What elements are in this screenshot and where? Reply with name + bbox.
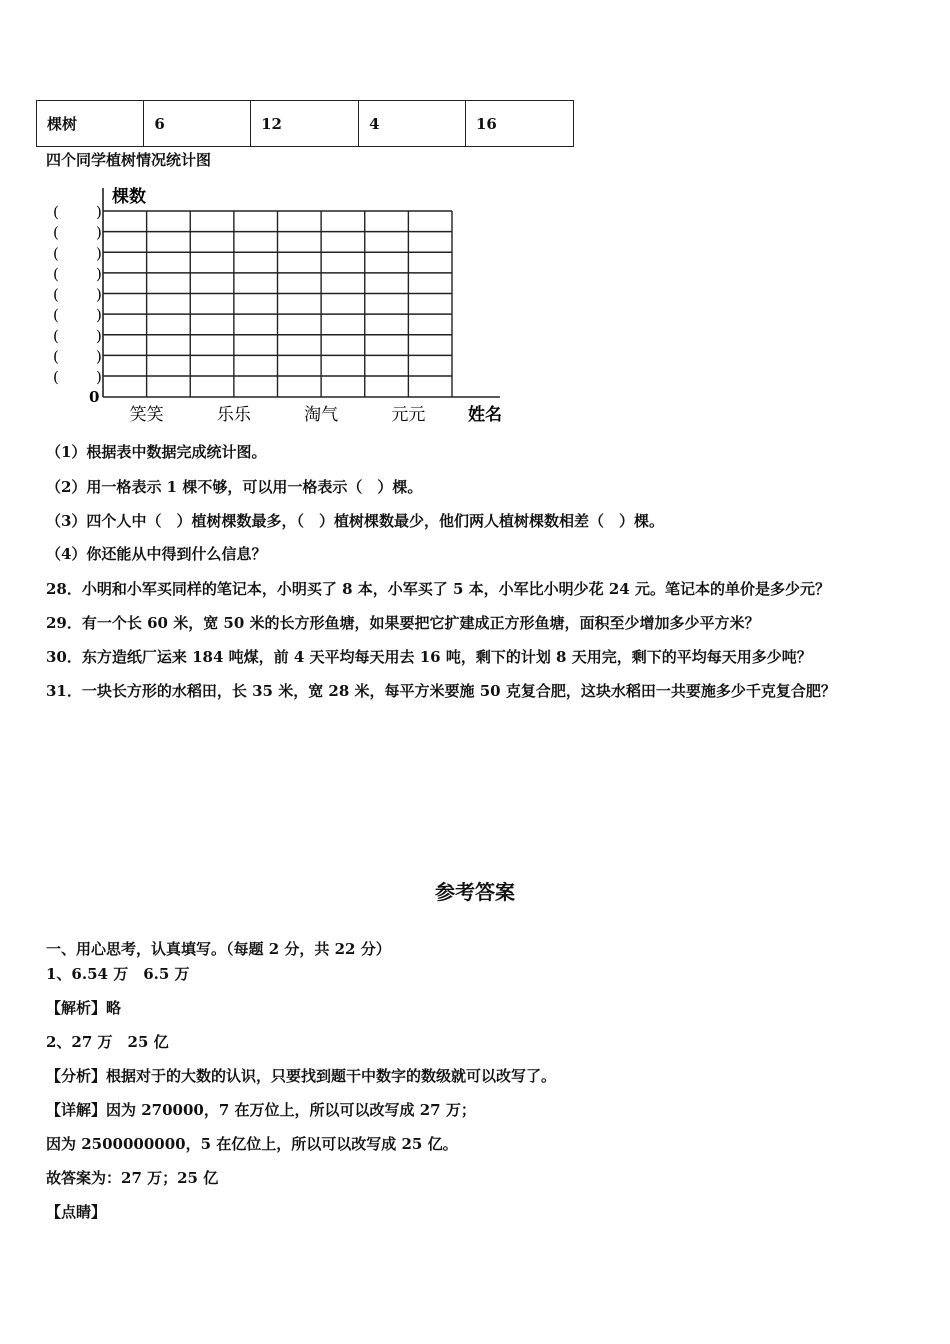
y-tick-label-blank: ) (96, 347, 102, 366)
question-item: 28．小明和小军买同样的笔记本，小明买了 8 本，小军买了 5 本，小军比小明少花 24 元。笔记本的单价是多少元？ (46, 580, 830, 598)
y-tick-label-blank: ) (96, 326, 102, 345)
y-tick-label-blank: ( (53, 203, 59, 221)
answer-line: 一、用心思考，认真填写。（每题 2 分，共 22 分） (46, 940, 391, 958)
y-tick-label-blank: ) (96, 264, 102, 283)
table-cell: 6 (144, 101, 251, 147)
y-tick-label-blank: ) (96, 306, 102, 325)
answer-line: 2、27 万 25 亿 (46, 1033, 169, 1051)
y-tick-label-blank: ) (96, 368, 102, 386)
table-cell: 12 (251, 101, 359, 147)
answer-line: 因为 2500000000，5 在亿位上，所以可以改写成 25 亿。 (46, 1135, 458, 1153)
y-tick-label-blank: ( (53, 306, 59, 325)
answers-title: 参考答案 (435, 880, 515, 904)
question-item: 31．一块长方形的水稻田，长 35 米，宽 28 米，每平方米要施 50 克复合肥，这块水稻田一共要施多少千克复合肥？ (46, 682, 836, 700)
question-item: （4）你还能从中得到什么信息？ (46, 545, 267, 563)
answer-line: 【分析】根据对于的大数的认识，只要找到题干中数字的数级就可以改写了。 (46, 1067, 557, 1085)
x-axis-label: 姓名 (468, 405, 502, 425)
data-table (36, 100, 574, 147)
y-tick-label-blank: ( (53, 285, 59, 304)
y-tick-label-blank: ) (96, 223, 102, 242)
y-tick-label-blank: ) (96, 203, 102, 221)
y-tick-label-blank: ( (53, 264, 59, 283)
answer-line: 故答案为：27 万；25 亿 (46, 1169, 219, 1187)
table-cell: 棵树 (37, 101, 144, 147)
y-tick-label-blank: ) (96, 244, 102, 263)
answer-line: 【解析】略 (46, 999, 122, 1017)
y-axis-label: 棵数 (112, 187, 146, 207)
x-tick-label: 淘气 (304, 405, 339, 425)
answer-line: 1、6.54 万 6.5 万 (46, 965, 190, 983)
origin-label: 0 (89, 388, 100, 406)
x-tick-label: 笑笑 (129, 405, 164, 425)
question-item: （2）用一格表示 1 棵不够，可以用一格表示（ ）棵。 (46, 478, 423, 496)
question-item: 30．东方造纸厂运来 184 吨煤，前 4 天平均每天用去 16 吨，剩下的计划 8 天用完，剩下的平均每天用多少吨？ (46, 648, 812, 666)
chart-title: 四个同学植树情况统计图 (46, 151, 212, 169)
table-row (37, 101, 574, 147)
answer-line: 【详解】因为 270000，7 在万位上，所以可以改写成 27 万； (46, 1101, 476, 1119)
question-item: （3）四个人中（ ）植树棵数最多，（ ）植树棵数最少，他们两人植树棵数相差（ ）棵。 (46, 512, 664, 530)
answer-line: 【点睛】 (46, 1203, 107, 1221)
table-cell: 4 (359, 101, 466, 147)
y-tick-label-blank: ( (53, 244, 59, 263)
question-item: （1）根据表中数据完成统计图。 (46, 443, 267, 461)
x-tick-label: 元元 (391, 405, 426, 425)
table-cell: 16 (465, 101, 573, 147)
y-tick-label-blank: ( (53, 347, 59, 366)
y-tick-label-blank: ( (53, 326, 59, 345)
question-item: 29．有一个长 60 米，宽 50 米的长方形鱼塘，如果要把它扩建成正方形鱼塘，面积至少增加多少平方米？ (46, 614, 760, 632)
y-tick-label-blank: ) (96, 285, 102, 304)
bar-chart-grid (40, 180, 520, 430)
y-tick-label-blank: ( (53, 223, 59, 242)
x-tick-label: 乐乐 (216, 405, 251, 425)
y-tick-label-blank: ( (53, 368, 59, 386)
